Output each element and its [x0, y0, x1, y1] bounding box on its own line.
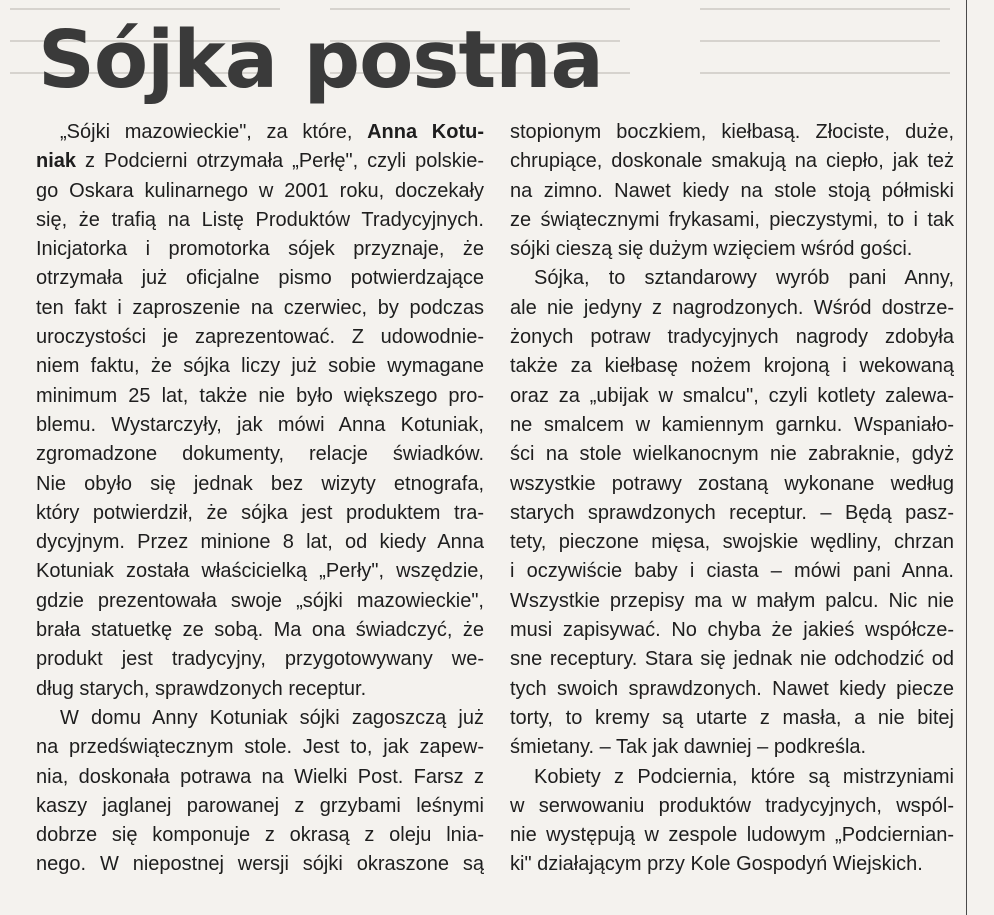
- article-line: na przedświątecznym stole. Jest to, jak zapew-: [36, 736, 484, 759]
- article-line: sójki cieszą się dużym wzięciem wśród gości.: [510, 238, 913, 261]
- column-rule-right: [966, 0, 967, 915]
- article-line: go Oskara kulinarnego w 2001 roku, doczekały: [36, 179, 484, 202]
- article-line: dycyjnym. Przez minione 8 lat, od kiedy Anna: [36, 531, 484, 554]
- article-line: oraz za „ubijak w smalcu", czyli kotlety zalewa-: [510, 384, 954, 407]
- article-line: dobrze się komponuje z okrasą z oleju lnia-: [36, 824, 484, 847]
- article-line: „Sójki mazowieckie", za które, Anna Kotu-: [60, 121, 484, 143]
- article-line: na zimno. Nawet kiedy na stole stoją półmiski: [510, 179, 954, 202]
- article-line: torty, to kremy są utarte z masła, a nie bitej: [510, 706, 954, 729]
- article-line: W domu Anny Kotuniak sójki zagoszczą już: [60, 706, 484, 729]
- article-line: gdzie prezentowała swoje „sójki mazowieckie",: [36, 589, 484, 612]
- article-line: ze świątecznymi frykasami, pieczystymi, to i tak: [510, 208, 954, 231]
- article-line: sne receptury. Stara się jednak nie odchodzić od: [510, 648, 954, 671]
- article-line: i oczywiście baby i ciasta – mówi pani Anna.: [510, 560, 954, 583]
- article-line: żonych potraw tradycyjnych nagrody zdobyła: [510, 326, 954, 349]
- article-line: się, że trafią na Listę Produktów Tradycyjnych.: [36, 208, 484, 231]
- article-line: Wszystkie przepisy ma w małym palcu. Nic nie: [510, 589, 954, 612]
- article-line: minimum 25 lat, także nie było większego pro-: [36, 384, 484, 407]
- article-line: nia, doskonała potrawa na Wielki Post. Farsz z: [36, 765, 484, 788]
- article-line: także za kiełbasę nożem krojoną i wekowaną: [510, 355, 954, 378]
- article-line: Kotuniak została właścicielką „Perły", wszędzie,: [36, 560, 484, 583]
- article-line: uroczystości je zaprezentować. Z udowodnie-: [36, 326, 484, 349]
- article-line: tych swoich sprawdzonych. Nawet kiedy piecze: [510, 677, 954, 700]
- article-line: zgromadzone dokumenty, relacje świadków.: [36, 443, 484, 466]
- article-line: musi zapisywać. No chyba że jakieś współcze-: [510, 619, 954, 642]
- article-line: nie występują w zespole ludowym „Podciernian-: [510, 824, 954, 847]
- article-line: Nie obyło się jednak bez wizyty etnografa,: [36, 472, 484, 495]
- article-line: Inicjatorka i promotorka sójek przyznaje, że: [36, 238, 484, 261]
- article-column-left: [36, 118, 484, 880]
- article-line: wszystkie potrawy zostaną wykonane według: [510, 472, 954, 495]
- article-line: ale nie jedyny z nagrodzonych. Wśród dostrze-: [510, 296, 954, 319]
- article-title: Sójka postna: [38, 14, 603, 106]
- article-line: w serwowaniu produktów tradycyjnych, wspól-: [510, 794, 954, 817]
- article-line: stopionym boczkiem, kiełbasą. Złociste, duże,: [510, 121, 954, 143]
- article-line: starych sprawdzonych receptur. – Będą pasz-: [510, 501, 954, 524]
- article-line: produkt jest tradycyjny, przygotowywany we-: [36, 648, 484, 671]
- article-line: Sójka, to sztandarowy wyrób pani Anny,: [534, 267, 954, 290]
- article-line: tety, pieczone mięsa, swojskie wędliny, chrzan: [510, 531, 954, 554]
- article-line: niem faktu, że sójka liczy już sobie wymagane: [36, 355, 484, 378]
- article-line: dług starych, sprawdzonych receptur.: [36, 677, 367, 700]
- article-line: blemu. Wystarczyły, jak mówi Anna Kotuniak,: [36, 413, 484, 436]
- article-line: Kobiety z Podciernia, które są mistrzyniami: [534, 765, 954, 788]
- article-line: ne smalcem w kamiennym garnku. Wspaniało-: [510, 413, 954, 436]
- article-line: ten fakt i zaproszenie na czerwiec, by podczas: [36, 296, 484, 319]
- article-line: śmietany. – Tak jak dawniej – podkreśla.: [510, 736, 867, 759]
- article-line: ki" działającym przy Kole Gospodyń Wiejskich.: [510, 853, 923, 876]
- article-line: otrzymała już oficjalne pismo potwierdzające: [36, 267, 484, 290]
- article-line: ści na stole wielkanocnym nie zabraknie, gdyż: [510, 443, 954, 466]
- article-line: brała statuetkę ze sobą. Ma ona świadczyć, że: [36, 619, 484, 642]
- article-line: kaszy jaglanej parowanej z grzybami leśnymi: [36, 794, 484, 817]
- article-line: chrupiące, doskonale smakują na ciepło, jak też: [510, 150, 954, 173]
- article-line: który potwierdził, że sójka jest produktem tra-: [36, 501, 484, 524]
- article-line: niak z Podcierni otrzymała „Perłę", czyli polskie-: [36, 150, 484, 173]
- article-line: nego. W niepostnej wersji sójki okraszone są: [36, 853, 484, 876]
- article-column-right: [510, 118, 954, 880]
